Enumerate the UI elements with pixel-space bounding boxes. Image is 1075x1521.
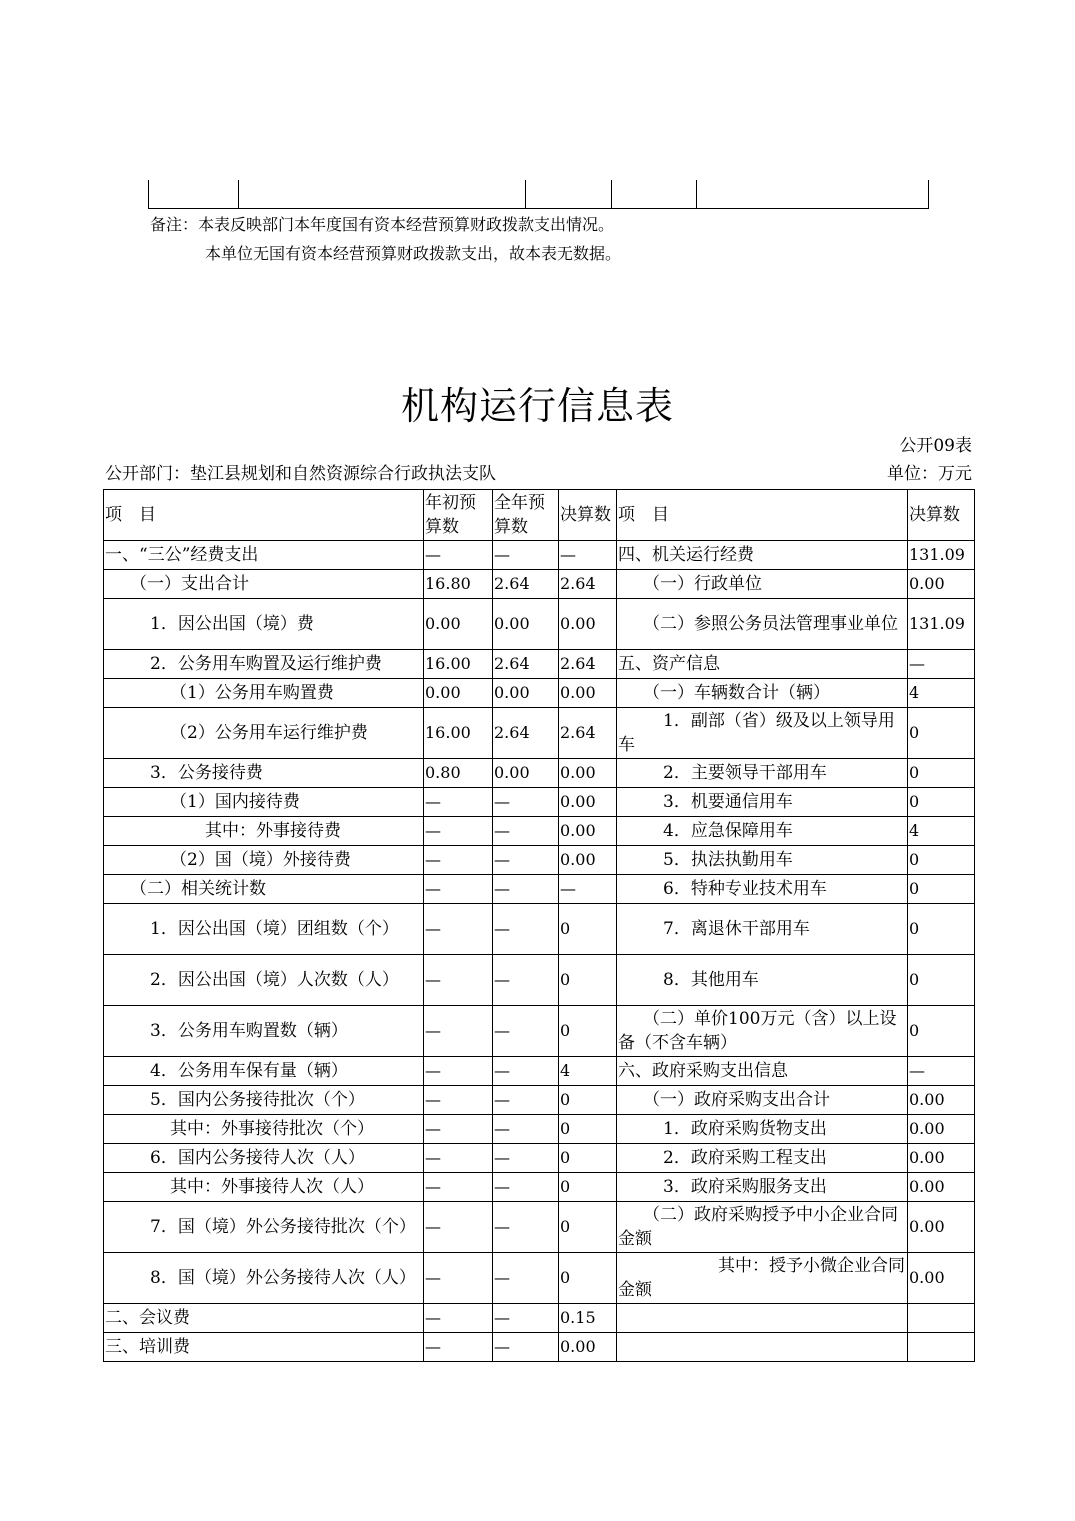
row-final: 0.00 (559, 788, 617, 817)
row-budget-initial: — (424, 1115, 493, 1144)
table-row (104, 599, 975, 650)
row-final-right: 0 (908, 846, 975, 875)
row-item-right (617, 1304, 908, 1333)
row-final-right: 0.00 (908, 1253, 975, 1304)
row-final-right: 0 (908, 708, 975, 759)
row-item-right: （一）政府采购支出合计 (617, 1086, 908, 1115)
row-budget-initial: — (424, 1173, 493, 1202)
row-item-right: 五、资产信息 (617, 650, 908, 679)
row-budget-initial: — (424, 875, 493, 904)
row-item-right: 四、机关运行经费 (617, 541, 908, 570)
row-budget-full: — (493, 904, 559, 955)
row-final-right: 4 (908, 679, 975, 708)
row-item-right: （一）车辆数合计（辆） (617, 679, 908, 708)
row-item-right: 3．机要通信用车 (617, 788, 908, 817)
table-row (104, 788, 975, 817)
row-final-right: 0 (908, 904, 975, 955)
row-item-right (617, 1333, 908, 1362)
row-item-right: 4．应急保障用车 (617, 817, 908, 846)
table-row (104, 817, 975, 846)
row-budget-full: 2.64 (493, 650, 559, 679)
row-budget-initial: — (424, 1333, 493, 1362)
unit-label: 单位：万元 (887, 464, 972, 484)
row-item-left: 1．因公出国（境）费 (104, 599, 424, 650)
row-item-left: 二、会议费 (104, 1304, 424, 1333)
row-budget-initial: — (424, 955, 493, 1006)
row-budget-full: — (493, 955, 559, 1006)
table-row (104, 875, 975, 904)
row-item-right: （二）参照公务员法管理事业单位 (617, 599, 908, 650)
header-budget-full: 全年预算数 (493, 490, 559, 541)
row-budget-full: — (493, 1086, 559, 1115)
row-budget-full: — (493, 1006, 559, 1057)
row-budget-initial: — (424, 1057, 493, 1086)
header-item-left: 项 目 (104, 490, 424, 541)
row-final: 0 (559, 904, 617, 955)
row-budget-initial: — (424, 1253, 493, 1304)
row-budget-full: 2.64 (493, 570, 559, 599)
row-final: 0.00 (559, 679, 617, 708)
row-budget-initial: 0.80 (424, 759, 493, 788)
row-budget-initial: 16.80 (424, 570, 493, 599)
row-budget-full: — (493, 875, 559, 904)
row-final-right: 0.00 (908, 1202, 975, 1253)
row-budget-full: — (493, 1202, 559, 1253)
row-final: 2.64 (559, 708, 617, 759)
table-row (104, 650, 975, 679)
row-budget-full: 0.00 (493, 679, 559, 708)
row-final-right: — (908, 650, 975, 679)
row-item-left: 三、培训费 (104, 1333, 424, 1362)
row-final-right: 0.00 (908, 1086, 975, 1115)
row-budget-initial: — (424, 817, 493, 846)
row-final: 0 (559, 955, 617, 1006)
row-item-left: 1．因公出国（境）团组数（个） (104, 904, 424, 955)
header-final-right: 决算数 (908, 490, 975, 541)
note-line-1: 备注：本表反映部门本年度国有资本经营预算财政拨款支出情况。 (150, 215, 615, 234)
row-item-left: （二）相关统计数 (104, 875, 424, 904)
row-item-right: 2．政府采购工程支出 (617, 1144, 908, 1173)
table-row (104, 679, 975, 708)
row-final-right: 0 (908, 1006, 975, 1057)
row-final: 4 (559, 1057, 617, 1086)
row-budget-full: — (493, 1304, 559, 1333)
previous-table-fragment (148, 180, 929, 209)
table-row (104, 955, 975, 1006)
row-item-left: 2．因公出国（境）人次数（人） (104, 955, 424, 1006)
row-item-right: 6．特种专业技术用车 (617, 875, 908, 904)
header-budget-initial: 年初预算数 (424, 490, 493, 541)
row-item-left: （1）国内接待费 (104, 788, 424, 817)
row-final: 0.00 (559, 817, 617, 846)
header-item-right: 项 目 (617, 490, 908, 541)
row-item-left: 3．公务接待费 (104, 759, 424, 788)
row-budget-full: — (493, 788, 559, 817)
row-budget-initial: — (424, 1144, 493, 1173)
table-row (104, 708, 975, 759)
row-item-left: 5．国内公务接待批次（个） (104, 1086, 424, 1115)
row-final: 2.64 (559, 570, 617, 599)
row-budget-initial: — (424, 1006, 493, 1057)
row-budget-initial: — (424, 846, 493, 875)
table-header-row (104, 490, 975, 541)
table-row (104, 1006, 975, 1057)
row-item-left: （2）国（境）外接待费 (104, 846, 424, 875)
row-budget-initial: — (424, 788, 493, 817)
row-final: 0 (559, 1115, 617, 1144)
row-final-right: 0.00 (908, 1115, 975, 1144)
table-row (104, 904, 975, 955)
row-item-left: 8．国（境）外公务接待人次（人） (104, 1253, 424, 1304)
row-item-left: 一、“三公”经费支出 (104, 541, 424, 570)
table-row (104, 541, 975, 570)
row-budget-full: — (493, 846, 559, 875)
row-final-right: 131.09 (908, 599, 975, 650)
row-item-right: （二）单价100万元（含）以上设备（不含车辆） (617, 1006, 908, 1057)
page-title: 机构运行信息表 (400, 384, 674, 428)
row-item-left: （1）公务用车购置费 (104, 679, 424, 708)
table-row (104, 1086, 975, 1115)
note-line-2: 本单位无国有资本经营预算财政拨款支出，故本表无数据。 (205, 244, 622, 263)
row-final: 0.00 (559, 1333, 617, 1362)
row-final-right: 4 (908, 817, 975, 846)
table-row (104, 759, 975, 788)
header-final: 决算数 (559, 490, 617, 541)
row-final-right: 0 (908, 875, 975, 904)
table-row (104, 570, 975, 599)
row-item-right: （一）行政单位 (617, 570, 908, 599)
row-budget-full: — (493, 1144, 559, 1173)
table-row (104, 1202, 975, 1253)
table-row (104, 1057, 975, 1086)
row-final: 0 (559, 1086, 617, 1115)
row-budget-full: 2.64 (493, 708, 559, 759)
row-final-right: 0.00 (908, 1173, 975, 1202)
row-item-right: 2．主要领导干部用车 (617, 759, 908, 788)
row-final-right (908, 1333, 975, 1362)
table-row (104, 1115, 975, 1144)
row-item-left: 7．国（境）外公务接待批次（个） (104, 1202, 424, 1253)
row-budget-initial: 0.00 (424, 679, 493, 708)
row-final-right: 0 (908, 955, 975, 1006)
row-budget-initial: — (424, 1202, 493, 1253)
row-item-left: 4．公务用车保有量（辆） (104, 1057, 424, 1086)
row-budget-initial: 0.00 (424, 599, 493, 650)
department-label: 公开部门：垫江县规划和自然资源综合行政执法支队 (105, 464, 496, 484)
row-item-right: 3．政府采购服务支出 (617, 1173, 908, 1202)
row-budget-initial: — (424, 1304, 493, 1333)
table-row (104, 1144, 975, 1173)
row-final: 0 (559, 1173, 617, 1202)
row-budget-initial: — (424, 1086, 493, 1115)
row-budget-full: — (493, 1057, 559, 1086)
row-budget-full: — (493, 817, 559, 846)
row-item-left: 其中：外事接待批次（个） (104, 1115, 424, 1144)
table-body (104, 490, 975, 1362)
row-item-left: 6．国内公务接待人次（人） (104, 1144, 424, 1173)
row-final: 2.64 (559, 650, 617, 679)
row-budget-initial: 16.00 (424, 650, 493, 679)
row-final: 0 (559, 1006, 617, 1057)
table-row (104, 1333, 975, 1362)
table-row (104, 1253, 975, 1304)
row-item-left: （2）公务用车运行维护费 (104, 708, 424, 759)
table-code: 公开09表 (899, 436, 972, 456)
row-budget-full: — (493, 1333, 559, 1362)
row-final-right: 0 (908, 788, 975, 817)
row-final-right (908, 1304, 975, 1333)
row-item-right: 六、政府采购支出信息 (617, 1057, 908, 1086)
row-item-left: 2．公务用车购置及运行维护费 (104, 650, 424, 679)
row-budget-initial: — (424, 904, 493, 955)
row-budget-initial: — (424, 541, 493, 570)
row-final: 0.15 (559, 1304, 617, 1333)
row-item-left: （一）支出合计 (104, 570, 424, 599)
row-budget-initial: 16.00 (424, 708, 493, 759)
row-item-right: 7．离退休干部用车 (617, 904, 908, 955)
row-final: 0.00 (559, 599, 617, 650)
row-final-right: — (908, 1057, 975, 1086)
row-item-right: 5．执法执勤用车 (617, 846, 908, 875)
row-budget-full: — (493, 1253, 559, 1304)
row-final: 0 (559, 1253, 617, 1304)
row-budget-full: — (493, 1115, 559, 1144)
row-budget-full: 0.00 (493, 599, 559, 650)
row-final-right: 0.00 (908, 1144, 975, 1173)
row-item-right: 1．政府采购货物支出 (617, 1115, 908, 1144)
row-final-right: 131.09 (908, 541, 975, 570)
institution-operation-table (103, 489, 975, 1362)
row-budget-full: — (493, 1173, 559, 1202)
table-row (104, 1173, 975, 1202)
row-final: 0 (559, 1202, 617, 1253)
row-budget-full: — (493, 541, 559, 570)
row-final-right: 0 (908, 759, 975, 788)
row-final: — (559, 541, 617, 570)
row-item-right: 其中：授予小微企业合同金额 (617, 1253, 908, 1304)
table-row (104, 1304, 975, 1333)
row-final: 0 (559, 1144, 617, 1173)
row-item-left: 其中：外事接待人次（人） (104, 1173, 424, 1202)
row-final-right: 0.00 (908, 570, 975, 599)
row-item-right: 8．其他用车 (617, 955, 908, 1006)
row-final: 0.00 (559, 846, 617, 875)
row-item-right: 1．副部（省）级及以上领导用车 (617, 708, 908, 759)
row-final: — (559, 875, 617, 904)
table-row (104, 846, 975, 875)
row-item-right: （二）政府采购授予中小企业合同金额 (617, 1202, 908, 1253)
row-item-left: 其中：外事接待费 (104, 817, 424, 846)
row-item-left: 3．公务用车购置数（辆） (104, 1006, 424, 1057)
row-budget-full: 0.00 (493, 759, 559, 788)
row-final: 0.00 (559, 759, 617, 788)
